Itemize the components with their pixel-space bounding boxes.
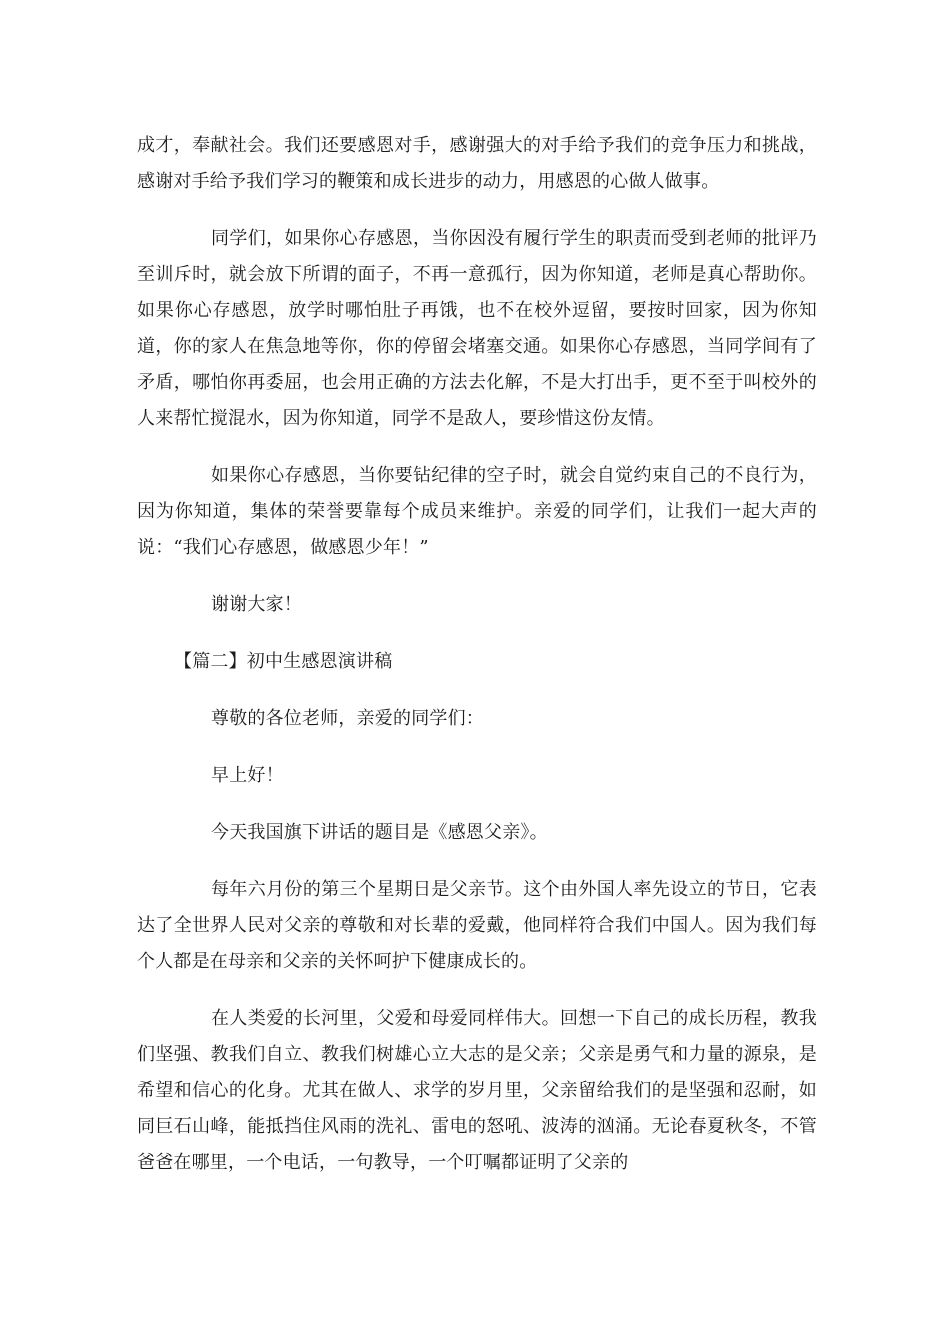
- paragraph-continuation: 成才，奉献社会。我们还要感恩对手，感谢强大的对手给予我们的竞争压力和挑战，感谢对手给予我们学习的鞭策和成长进步的动力，用感恩的心做人做事。: [137, 135, 817, 192]
- paragraph-fathers-day: 每年六月份的第三个星期日是父亲节。这个由外国人率先设立的节日，它表达了全世界人民对父亲的尊敬和对长辈的爱戴，他同样符合我们中国人。因为我们每个人都是在母亲和父亲的关怀呵护下健康成长的。: [137, 879, 817, 972]
- paragraph-discipline: 如果你心存感恩，当你要钻纪律的空子时，就会自觉约束自己的不良行为，因为你知道，集体的荣誉要靠每个成员来维护。亲爱的同学们，让我们一起大声的说：“我们心存感恩，做感恩少年！”: [137, 465, 817, 558]
- document-body: [137, 128, 817, 1181]
- paragraph-gratitude-examples: 同学们，如果你心存感恩，当你因没有履行学生的职责而受到老师的批评乃至训斥时，就会放下所谓的面子，不再一意孤行，因为你知道，老师是真心帮助你。如果你心存感恩，放学时哪怕肚子再饿，也不在校外逗留，要按时回家，因为你知道，你的家人在焦急地等你，你的停留会堵塞交通。如果你心存感恩，当同学间有了矛盾，哪怕你再委屈，也会用正确的方法去化解，不是大打出手，更不至于叫校外的人来帮忙搅混水，因为你知道，同学不是敌人，要珍惜这份友情。: [137, 228, 817, 429]
- section-heading: 【篇二】初中生感恩演讲稿: [174, 651, 393, 672]
- speech-topic: 今天我国旗下讲话的题目是《感恩父亲》。: [211, 822, 548, 843]
- closing-thanks: 谢谢大家！: [211, 594, 302, 615]
- paragraph-fatherly-love: 在人类爱的长河里，父爱和母爱同样伟大。回想一下自己的成长历程，教我们坚强、教我们自立、教我们树雄心立大志的是父亲；父亲是勇气和力量的源泉，是希望和信心的化身。尤其在做人、求学的岁月里，父亲留给我们的是坚强和忍耐，如同巨石山峰，能抵挡住风雨的洗礼、雷电的怒吼、波涛的汹涌。无论春夏秋冬，不管爸爸在哪里，一个电话，一句教导，一个叮嘱都证明了父亲的: [137, 1008, 817, 1173]
- greeting: 早上好！: [211, 765, 284, 786]
- salutation: 尊敬的各位老师，亲爱的同学们：: [211, 708, 484, 729]
